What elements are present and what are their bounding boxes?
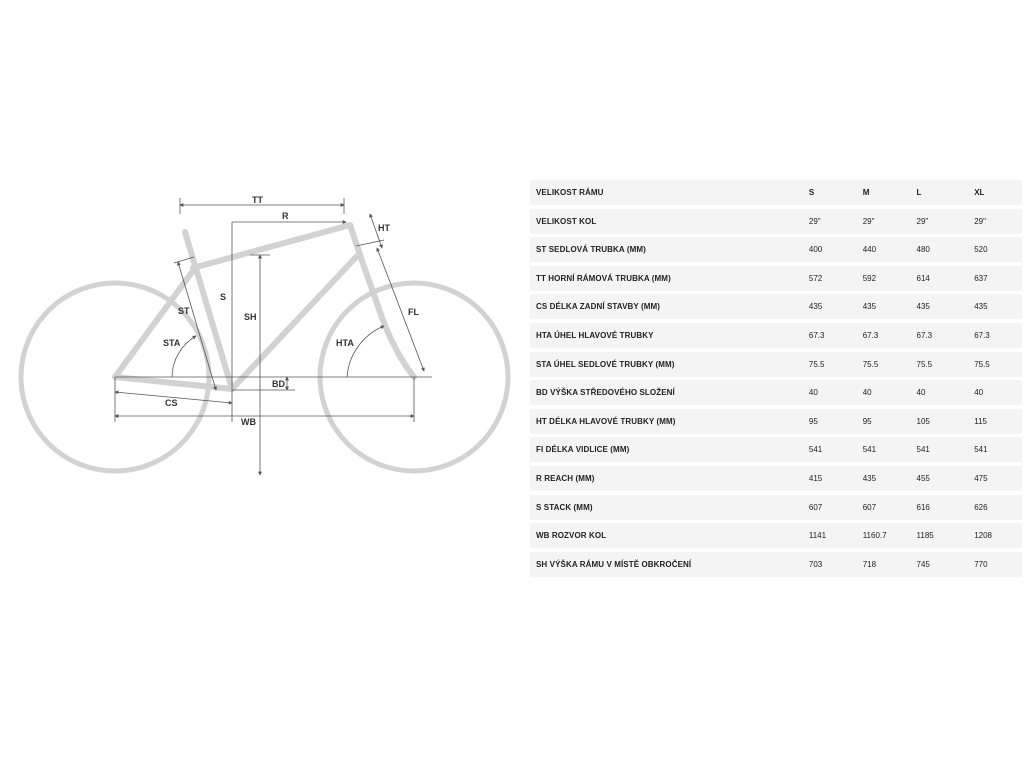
row-label: BD VÝŠKA STŘEDOVÉHO SLOŽENÍ (536, 388, 675, 398)
header-size-l: L (916, 188, 922, 197)
table-row (530, 237, 1022, 262)
table-row (530, 266, 1022, 291)
row-value: 40 (974, 388, 984, 398)
top-tube (193, 225, 350, 268)
label-s: S (220, 292, 227, 302)
label-hta: HTA (336, 338, 354, 348)
label-bd: BD (272, 379, 285, 389)
row-label: HT DÉLKA HLAVOVÉ TRUBKY (MM) (536, 416, 676, 426)
row-value: 95 (862, 416, 872, 426)
row-label: VELIKOST KOL (536, 216, 597, 226)
row-value: 718 (862, 559, 877, 569)
row-value: 435 (808, 302, 823, 312)
label-cs: CS (165, 398, 178, 408)
row-value: 29" (974, 216, 986, 226)
row-value: 614 (916, 273, 930, 283)
row-value: 455 (916, 473, 930, 483)
row-label: CS DÉLKA ZADNÍ STAVBY (MM) (536, 302, 661, 312)
row-label: ST SEDLOVÁ TRUBKA (MM) (536, 245, 646, 255)
header-size-m: M (862, 188, 870, 197)
row-value: 75.5 (862, 359, 879, 369)
row-value: 40 (808, 388, 818, 398)
head-tube (350, 225, 360, 255)
row-value: 67.3 (808, 330, 825, 340)
row-value: 703 (808, 559, 823, 569)
row-value: 480 (916, 245, 930, 255)
label-tt: TT (252, 195, 263, 205)
row-label: WB ROZVOR KOL (536, 531, 607, 541)
row-value: 75.5 (916, 359, 933, 369)
row-value: 1160.7 (862, 531, 887, 541)
row-value: 541 (974, 445, 988, 455)
table-row (530, 323, 1022, 348)
row-label: TT HORNÍ RÁMOVÁ TRUBKA (MM) (536, 273, 671, 283)
label-r: R (282, 211, 289, 221)
table-row (530, 495, 1022, 520)
row-value: 29" (916, 216, 929, 226)
bike-frame (115, 225, 414, 389)
row-label: S STACK (MM) (536, 502, 593, 512)
row-value: 435 (862, 473, 877, 483)
geometry-table (530, 180, 1022, 580)
row-value: 95 (808, 416, 818, 426)
chainstay (115, 377, 232, 389)
table-row (530, 466, 1022, 491)
row-value: 400 (808, 245, 823, 255)
row-value: 745 (916, 559, 930, 569)
row-value: 1141 (808, 531, 827, 541)
row-value: 115 (974, 416, 987, 426)
row-value: 541 (808, 445, 823, 455)
row-value: 440 (862, 245, 877, 255)
row-label: R REACH (MM) (536, 473, 595, 483)
row-value: 572 (808, 273, 823, 283)
row-label: HTA ÚHEL HLAVOVÉ TRUBKY (536, 330, 654, 340)
row-value: 626 (974, 502, 988, 512)
header-size-s: S (808, 188, 815, 197)
row-value: 75.5 (808, 359, 825, 369)
row-value: 1208 (974, 531, 992, 541)
table-row (530, 437, 1022, 462)
row-value: 67.3 (974, 330, 990, 340)
table-header-row (530, 180, 1022, 205)
row-value: 40 (862, 388, 872, 398)
row-value: 435 (974, 302, 988, 312)
row-value: 415 (808, 473, 823, 483)
label-sh: SH (244, 312, 257, 322)
table-row (530, 352, 1022, 377)
row-label: SH VÝŠKA RÁMU V MÍSTĚ OBKROČENÍ (536, 559, 692, 569)
row-value: 770 (974, 559, 988, 569)
row-value: 67.3 (916, 330, 933, 340)
header-label: VELIKOST RÁMU (536, 188, 604, 197)
label-st: ST (178, 306, 190, 316)
row-value: 541 (916, 445, 930, 455)
row-value: 541 (862, 445, 877, 455)
row-value: 75.5 (974, 359, 990, 369)
row-value: 616 (916, 502, 930, 512)
label-ht: HT (378, 223, 390, 233)
table-row (530, 209, 1022, 234)
row-label: FI DÉLKA VIDLICE (MM) (536, 445, 630, 455)
row-label: STA ÚHEL SEDLOVÉ TRUBKY (MM) (536, 359, 675, 369)
row-value: 105 (916, 416, 930, 426)
label-fl: FL (408, 307, 419, 317)
dimension-lines (115, 198, 432, 475)
row-value: 607 (808, 502, 823, 512)
header-size-xl: XL (974, 188, 985, 197)
row-value: 475 (974, 473, 988, 483)
table-row (530, 409, 1022, 434)
row-value: 40 (916, 388, 926, 398)
label-sta: STA (163, 338, 181, 348)
row-value: 637 (974, 273, 988, 283)
row-value: 29" (862, 216, 875, 226)
table-body (530, 209, 1022, 577)
table-row (530, 552, 1022, 577)
row-value: 607 (862, 502, 877, 512)
row-value: 29" (808, 216, 821, 226)
row-value: 435 (862, 302, 877, 312)
label-wb: WB (241, 417, 256, 427)
row-value: 67.3 (862, 330, 879, 340)
row-value: 435 (916, 302, 930, 312)
table-row (530, 294, 1022, 319)
row-value: 1185 (916, 531, 934, 541)
row-value: 592 (862, 273, 877, 283)
row-value: 520 (974, 245, 988, 255)
table-row (530, 523, 1022, 548)
table-row (530, 380, 1022, 405)
